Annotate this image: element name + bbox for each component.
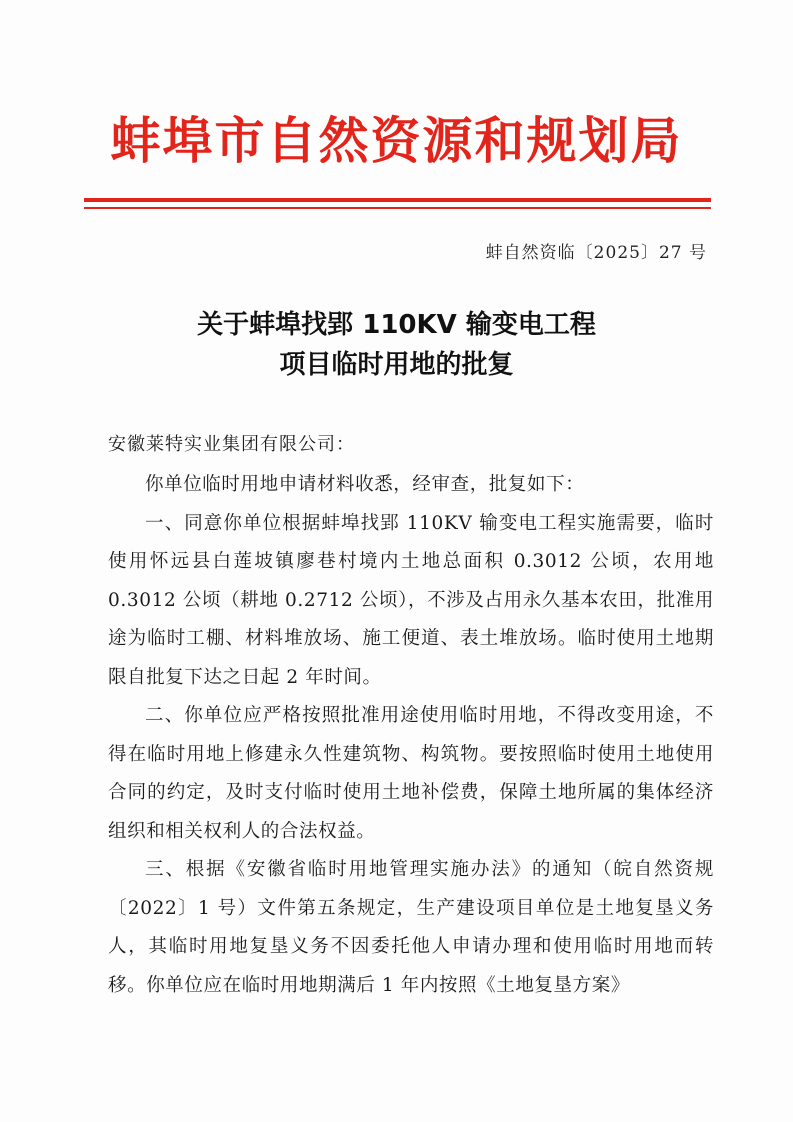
body-paragraph-3: 三、根据《安徽省临时用地管理实施办法》的通知（皖自然资规〔2022〕1 号）文件第五条规定，生产建设项目单位是土地复垦义务人，其临时用地复垦义务不因委托他人申请办理和使用临时用地而转移。你单位应在临时用地期满后 1 年内按照《土地复垦方案》 xyxy=(108,859,714,996)
body-paragraph-1: 一、同意你单位根据蚌埠找郢 110KV 输变电工程实施需要，临时使用怀远县白莲坡镇廖巷村境内土地总面积 0.3012 公顷，农用地 0.3012 公顷（耕地 0.2712 公顷），不涉及占用永久基本农田，批准用途为临时工棚、材料堆放场、施工便道、表土堆放场。临时使用土地期限自批复下达之日起 2 年时间。 xyxy=(108,512,714,688)
agency-header: 蚌埠市自然资源和规划局 xyxy=(110,112,683,170)
document-title-line-1: 关于蚌埠找郢 110KV 输变电工程 xyxy=(197,310,596,340)
header-red-rule-thick xyxy=(84,198,711,202)
document-body xyxy=(108,466,714,1005)
header-red-rule-thin xyxy=(84,207,711,209)
body-paragraph-2: 二、你单位应严格按照批准用途使用临时用地，不得改变用途，不得在临时用地上修建永久性建筑物、构筑物。要按照临时使用土地使用合同的约定，及时支付临时使用土地补偿费，保障土地所属的集体经济组织和相关权利人的合法权益。 xyxy=(108,705,714,842)
document-title-line-2: 项目临时用地的批复 xyxy=(279,350,514,380)
addressee: 安徽莱特实业集团有限公司： xyxy=(108,434,355,455)
document-number: 蚌自然资临〔2025〕27 号 xyxy=(485,243,707,263)
body-paragraph-intro: 你单位临时用地申请材料收悉，经审查，批复如下： xyxy=(145,474,585,495)
